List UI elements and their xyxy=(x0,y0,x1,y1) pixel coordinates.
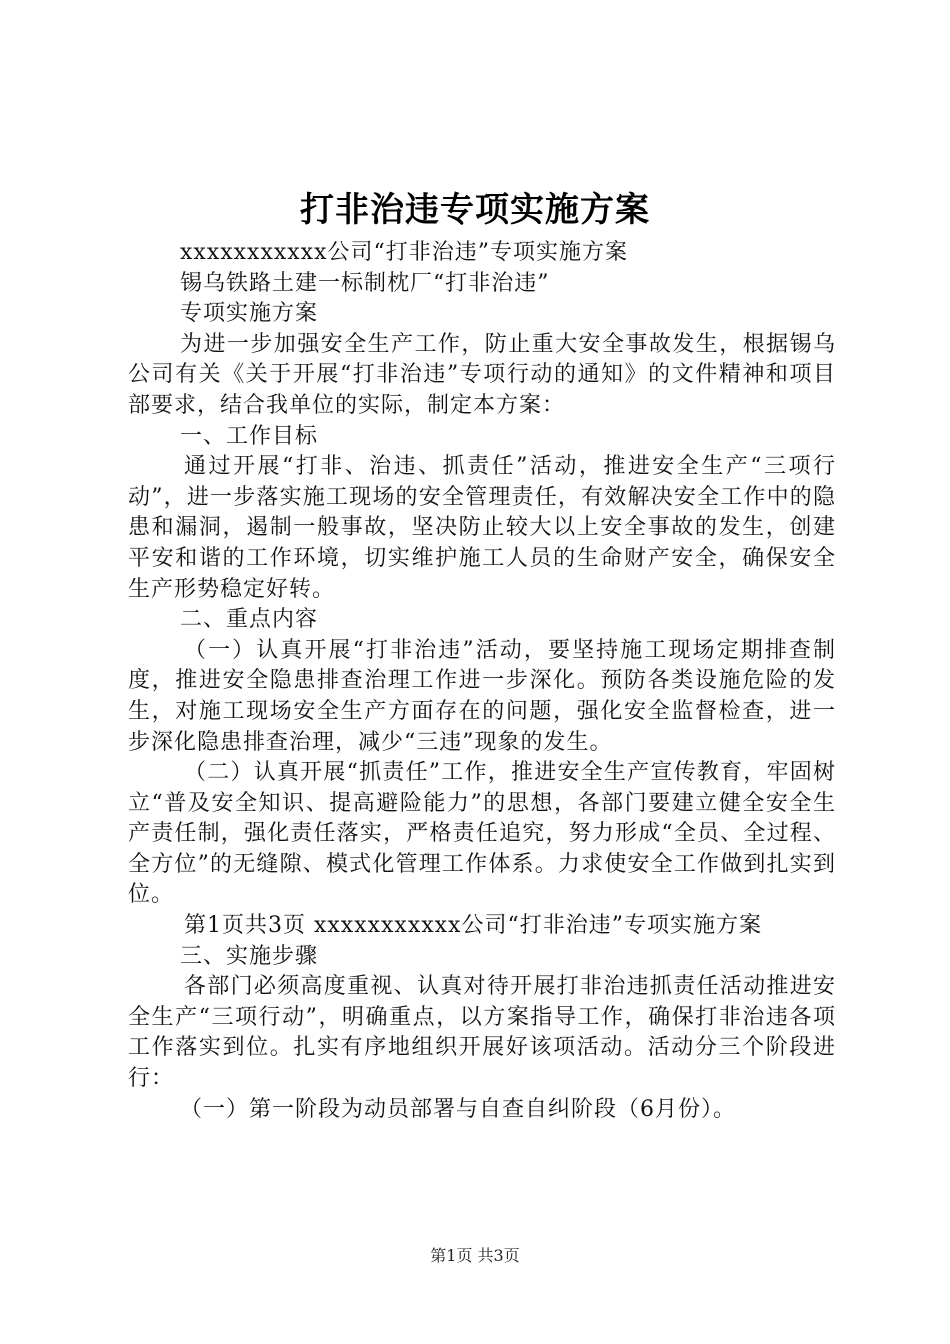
paragraph-goals: 通过开展“打非、治违、抓责任”活动，推进安全生产“三项行动”，进一步落实施工现场的安全管理责任，有效解决安全工作中的隐患和漏洞，遏制一般事故，坚决防止较大以上安全事故的发生，创建平安和谐的工作环境，切实维护施工人员的生命财产安全，确保安全生产形势稳定好转。 xyxy=(128,454,836,602)
paragraph-company-title: xxxxxxxxxxx公司“打非治违”专项实施方案 xyxy=(180,240,628,265)
paragraph-key-content-2: （二）认真开展“抓责任”工作，推进安全生产宣传教育，牢固树立“普及安全知识、提高避险能力”的思想，各部门要建立健全安全生产责任制，强化责任落实，严格责任追究，努力形成“全员、全过程、全方位”的无缝隙、模式化管理工作体系。力求使安全工作做到扎实到位。 xyxy=(128,760,836,908)
page-footer: 第1页 共3页 xyxy=(430,1246,520,1265)
document-title: 打非治违专项实施方案 xyxy=(300,190,650,230)
paragraph-steps: 各部门必须高度重视、认真对待开展打非治违抓责任活动推进安全生产“三项行动”，明确重点，以方案指导工作，确保打非治违各项工作落实到位。扎实有序地组织开展好该项活动。活动分三个阶段进行： xyxy=(128,974,836,1092)
section-heading-steps: 三、实施步骤 xyxy=(180,943,319,969)
section-heading-key-content: 二、重点内容 xyxy=(180,607,319,633)
section-heading-goals: 一、工作目标 xyxy=(180,423,319,449)
paragraph-phase-1: （一）第一阶段为动员部署与自查自纠阶段（6月份）。 xyxy=(180,1096,736,1122)
paragraph-key-content-1: （一）认真开展“打非治违”活动，要坚持施工现场定期排查制度，推进安全隐患排查治理工作进一步深化。预防各类设施危险的发生，对施工现场安全生产方面存在的问题，强化安全监督检查，进一步深化隐患排查治理，减少“三违”现象的发生。 xyxy=(128,637,836,755)
document-body xyxy=(128,238,836,1125)
paragraph-intro: 为进一步加强安全生产工作，防止重大安全事故发生，根据锡乌公司有关《关于开展“打非治违”专项行动的通知》的文件精神和项目部要求，结合我单位的实际，制定本方案： xyxy=(128,331,836,418)
paragraph-factory-title: 锡乌铁路土建一标制枕厂“打非治违” xyxy=(180,270,550,296)
paragraph-plan-subtitle: 专项实施方案 xyxy=(180,301,319,327)
paragraph-page-break-text: 第1页共3页 xxxxxxxxxxx公司“打非治违”专项实施方案 xyxy=(184,913,762,939)
